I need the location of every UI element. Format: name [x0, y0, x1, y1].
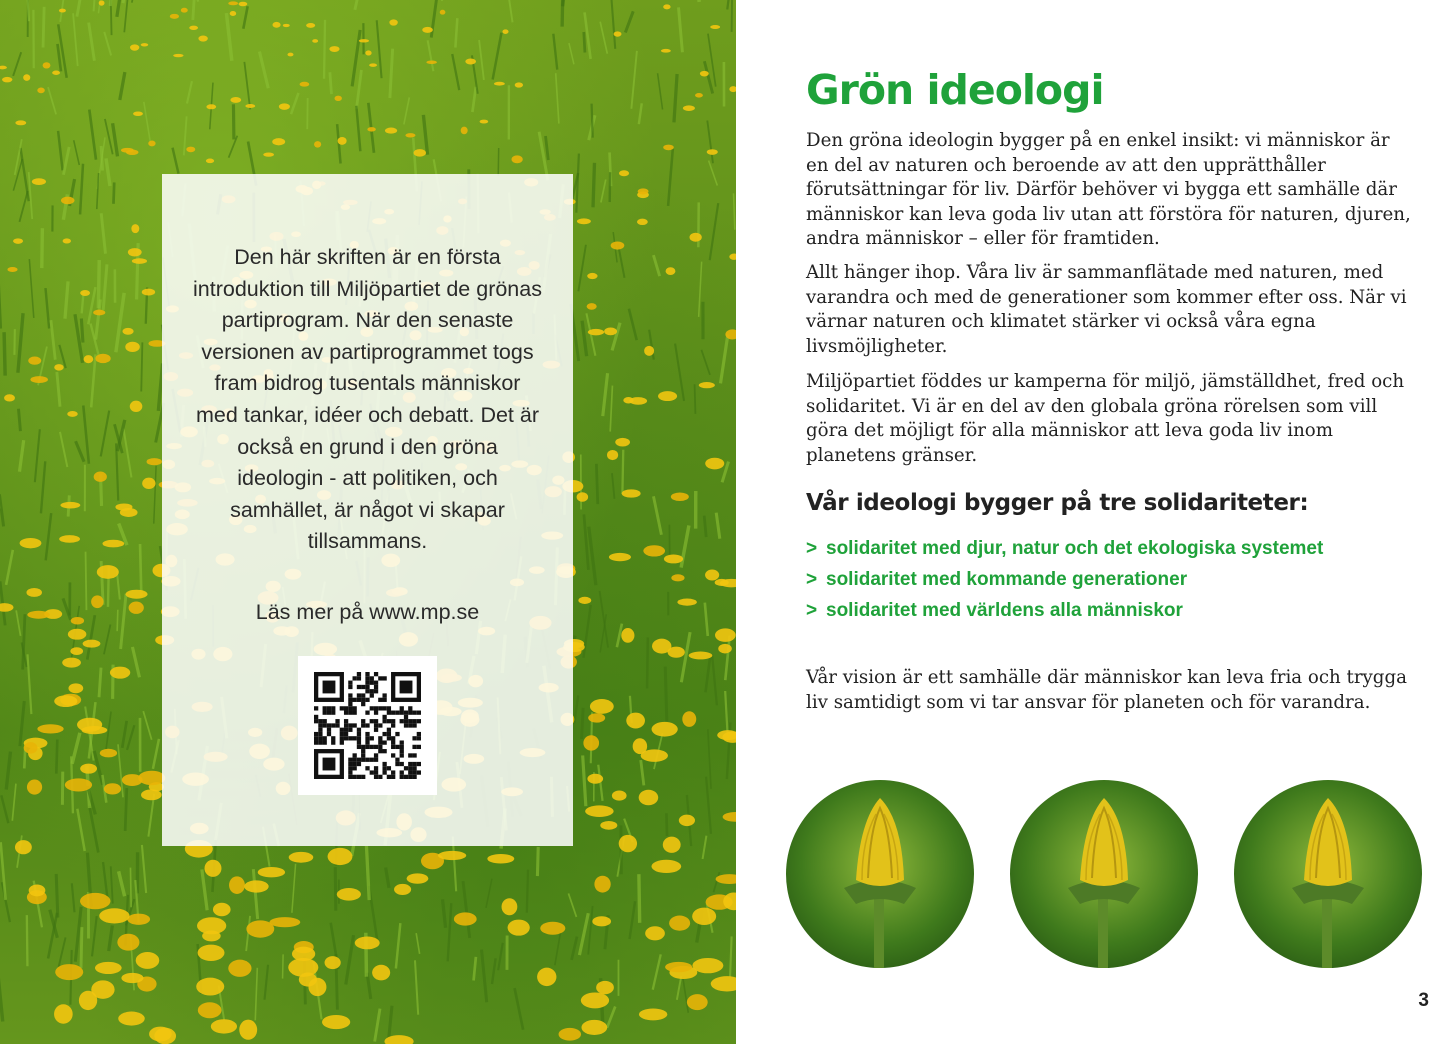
body-paragraph-1: Den gröna ideologin bygger på en enkel insikt: vi människor är en del av naturen och beroende av att den upprätthåller förutsättningar för liv. Därför behöver vi bygga ett samhälle där människor kan leva goda liv utan att förstöra för naturen, djuren, andra människor – eller för framtiden.: [806, 130, 1411, 250]
list-item: [806, 566, 1323, 597]
intro-box: [162, 174, 573, 846]
dandelion-bud-photo: [786, 780, 974, 968]
vision-paragraph: Vår vision är ett samhälle där människor kan leva fria och trygga liv samtidigt som vi tar ansvar för planeten och för varandra.: [806, 667, 1407, 713]
solidarities-heading: Vår ideologi bygger på tre solidariteter:: [806, 490, 1309, 516]
intro-paragraph: Den här skriften är en första introduktion till Miljöpartiet de grönas partiprogram. När den senaste versionen av partiprogrammet togs fram bidrog tusentals människor med tankar, idéer och debatt. Det är också en grund i den gröna ideologin - att politiken, och samhället, är något vi skapar tillsammans.: [193, 245, 542, 554]
page-title: Grön ideologi: [806, 66, 1104, 114]
qr-code-icon: [314, 672, 421, 779]
read-more-link[interactable]: Läs mer på www.mp.se: [255, 600, 480, 624]
solidarities-list: [806, 535, 1323, 628]
chevron-right-icon: >: [806, 569, 818, 590]
right-page: [736, 0, 1445, 1044]
body-paragraph-3: Miljöpartiet föddes ur kamperna för miljö, jämställdhet, fred och solidaritet. Vi är en del av den globala gröna rörelsen som vill göra det möjligt för alla människor att leva goda liv inom planetens gränser.: [806, 371, 1405, 466]
qr-code[interactable]: [298, 656, 437, 795]
list-item: [806, 535, 1323, 566]
page-number: 3: [1418, 990, 1429, 1011]
list-item: [806, 597, 1323, 628]
dandelion-bud-photo: [1010, 780, 1198, 968]
chevron-right-icon: >: [806, 538, 818, 559]
chevron-right-icon: >: [806, 600, 818, 621]
dandelion-bud-photo: [1234, 780, 1422, 968]
list-item-label: solidaritet med världens alla människor: [826, 600, 1183, 621]
body-paragraph-2: Allt hänger ihop. Våra liv är sammanflätade med naturen, med varandra och med de generationer som kommer efter oss. När vi värnar naturen och klimatet stärker vi också våra egna livsmöjligheter.: [806, 262, 1407, 357]
list-item-label: solidaritet med djur, natur och det ekologiska systemet: [826, 538, 1324, 559]
list-item-label: solidaritet med kommande generationer: [826, 569, 1188, 590]
photo-row: [786, 780, 1426, 970]
